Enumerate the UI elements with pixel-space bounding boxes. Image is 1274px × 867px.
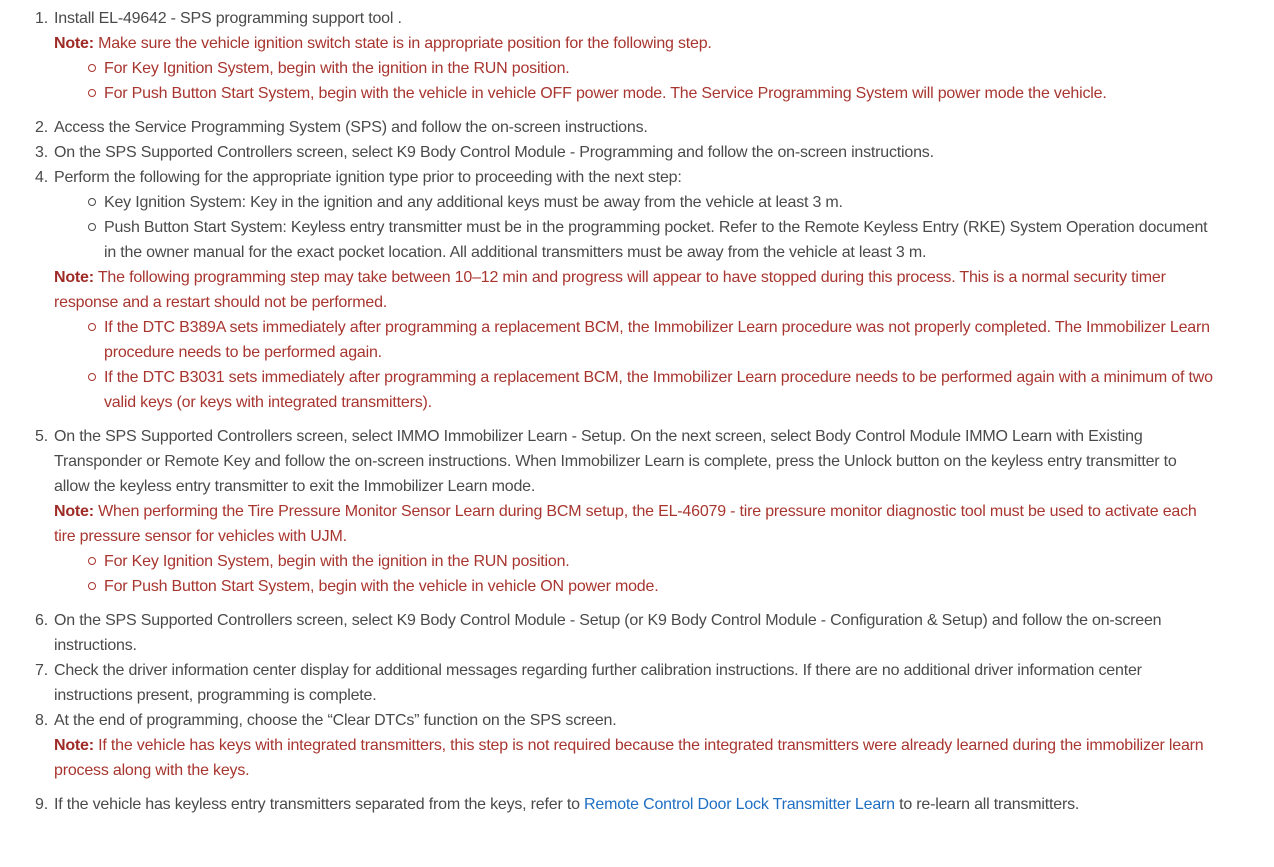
step-item-4 (30, 165, 1216, 415)
note-block (54, 733, 1216, 783)
step-number: 8. (35, 712, 48, 729)
step-number: 6. (35, 612, 48, 629)
step-item-7 (30, 658, 1216, 708)
note-block (54, 499, 1216, 549)
sub-bullet (88, 549, 1216, 574)
step-text: At the end of programming, choose the “Clear DTCs” function on the SPS screen. (54, 712, 617, 729)
sub-bullet-list (54, 56, 1216, 106)
note-text: When performing the Tire Pressure Monitor Sensor Learn during BCM setup, the EL-46079 - tire pressure monitor diagnostic tool must be used to activate each tire pressure sensor for vehicles with UJM. (54, 503, 1197, 545)
procedure-list (30, 6, 1216, 817)
sub-bullet (88, 215, 1216, 265)
step-text-after-link: to re-learn all transmitters. (894, 796, 1080, 813)
step-text: On the SPS Supported Controllers screen, select K9 Body Control Module - Setup (or K9 Body Control Module - Configuration & Setup) and follow the on-screen instructions. (54, 612, 1162, 654)
step-text (54, 792, 1216, 817)
sub-bullet-text: Key Ignition System: Key in the ignition and any additional keys must be away from the vehicle at least 3 m. (104, 194, 843, 211)
sub-bullet-text: For Key Ignition System, begin with the ignition in the RUN position. (104, 553, 570, 570)
step-text-before-link: If the vehicle has keyless entry transmitters separated from the keys, refer to (54, 796, 585, 813)
step-number: 1. (35, 10, 48, 27)
sub-bullet (88, 365, 1216, 415)
circle-bullet-icon (88, 373, 96, 381)
sub-bullet (88, 81, 1216, 106)
step-item-1 (30, 6, 1216, 106)
step-number: 5. (35, 428, 48, 445)
circle-bullet-icon (88, 323, 96, 331)
note-text: If the vehicle has keys with integrated transmitters, this step is not required because the integrated transmitters were already learned during the immobilizer learn process along with the keys. (54, 737, 1204, 779)
circle-bullet-icon (88, 198, 96, 206)
step-text: Install EL-49642 - SPS programming support tool . (54, 10, 402, 27)
sub-bullet-text: If the DTC B389A sets immediately after programming a replacement BCM, the Immobilizer Learn procedure was not properly completed. The Immobilizer Learn procedure needs to be performed again. (104, 319, 1210, 361)
step-text: Check the driver information center display for additional messages regarding further calibration instructions. If there are no additional driver information center instructions present, programming is complete. (54, 662, 1142, 704)
step-text: On the SPS Supported Controllers screen, select K9 Body Control Module - Programming and follow the on-screen instructions. (54, 144, 934, 161)
sub-bullet-text: If the DTC B3031 sets immediately after programming a replacement BCM, the Immobilizer Learn procedure needs to be performed again with a minimum of two valid keys (or keys with integrated transmitters). (104, 369, 1213, 411)
step-number: 9. (35, 796, 48, 813)
step-item-9 (30, 792, 1216, 817)
sub-bullet-text: For Key Ignition System, begin with the ignition in the RUN position. (104, 60, 570, 77)
note-text: The following programming step may take between 10–12 min and progress will appear to have stopped during this process. This is a normal security timer response and a restart should not be performed. (54, 269, 1166, 311)
note-label: Note: (54, 503, 94, 520)
step-text: Perform the following for the appropriate ignition type prior to proceeding with the next step: (54, 169, 682, 186)
step-item-3 (30, 140, 1216, 165)
note-block (54, 31, 1216, 56)
note-text: Make sure the vehicle ignition switch state is in appropriate position for the following step. (98, 35, 712, 52)
circle-bullet-icon (88, 582, 96, 590)
sub-bullet (88, 56, 1216, 81)
sub-bullet-text: Push Button Start System: Keyless entry transmitter must be in the programming pocket. Refer to the Remote Keyless Entry (RKE) System Operation document in the owner manual for the exact pocket location. All additional transmitters must be away from the vehicle at least 3 m. (104, 219, 1208, 261)
circle-bullet-icon (88, 64, 96, 72)
step-item-6 (30, 608, 1216, 658)
step-number: 3. (35, 144, 48, 161)
note-block (54, 265, 1216, 315)
sub-bullet-list (54, 549, 1216, 599)
sub-bullet-text: For Push Button Start System, begin with the vehicle in vehicle ON power mode. (104, 578, 659, 595)
circle-bullet-icon (88, 223, 96, 231)
note-label: Note: (54, 737, 94, 754)
sub-bullet-list (54, 190, 1216, 265)
circle-bullet-icon (88, 89, 96, 97)
step-number: 4. (35, 169, 48, 186)
sub-bullet (88, 190, 1216, 215)
step-number: 7. (35, 662, 48, 679)
step-number: 2. (35, 119, 48, 136)
note-label: Note: (54, 35, 94, 52)
step-item-2 (30, 115, 1216, 140)
sub-bullet (88, 574, 1216, 599)
sub-bullet-text: For Push Button Start System, begin with the vehicle in vehicle OFF power mode. The Service Programming System will power mode the vehicle. (104, 85, 1107, 102)
step-item-8 (30, 708, 1216, 783)
sub-bullet-list (54, 315, 1216, 415)
sub-bullet (88, 315, 1216, 365)
note-label: Note: (54, 269, 94, 286)
step-text: On the SPS Supported Controllers screen, select IMMO Immobilizer Learn - Setup. On the next screen, select Body Control Module IMMO Learn with Existing Transponder or Remote Key and follow the on-screen instructions. When Immobilizer Learn is complete, press the Unlock button on the keyless entry transmitter to allow the keyless entry transmitter to exit the Immobilizer Learn mode. (54, 428, 1177, 495)
step-text: Access the Service Programming System (SPS) and follow the on-screen instructions. (54, 119, 648, 136)
remote-control-door-lock-transmitter-learn-link[interactable]: Remote Control Door Lock Transmitter Learn (584, 796, 895, 813)
step-item-5 (30, 424, 1216, 599)
circle-bullet-icon (88, 557, 96, 565)
